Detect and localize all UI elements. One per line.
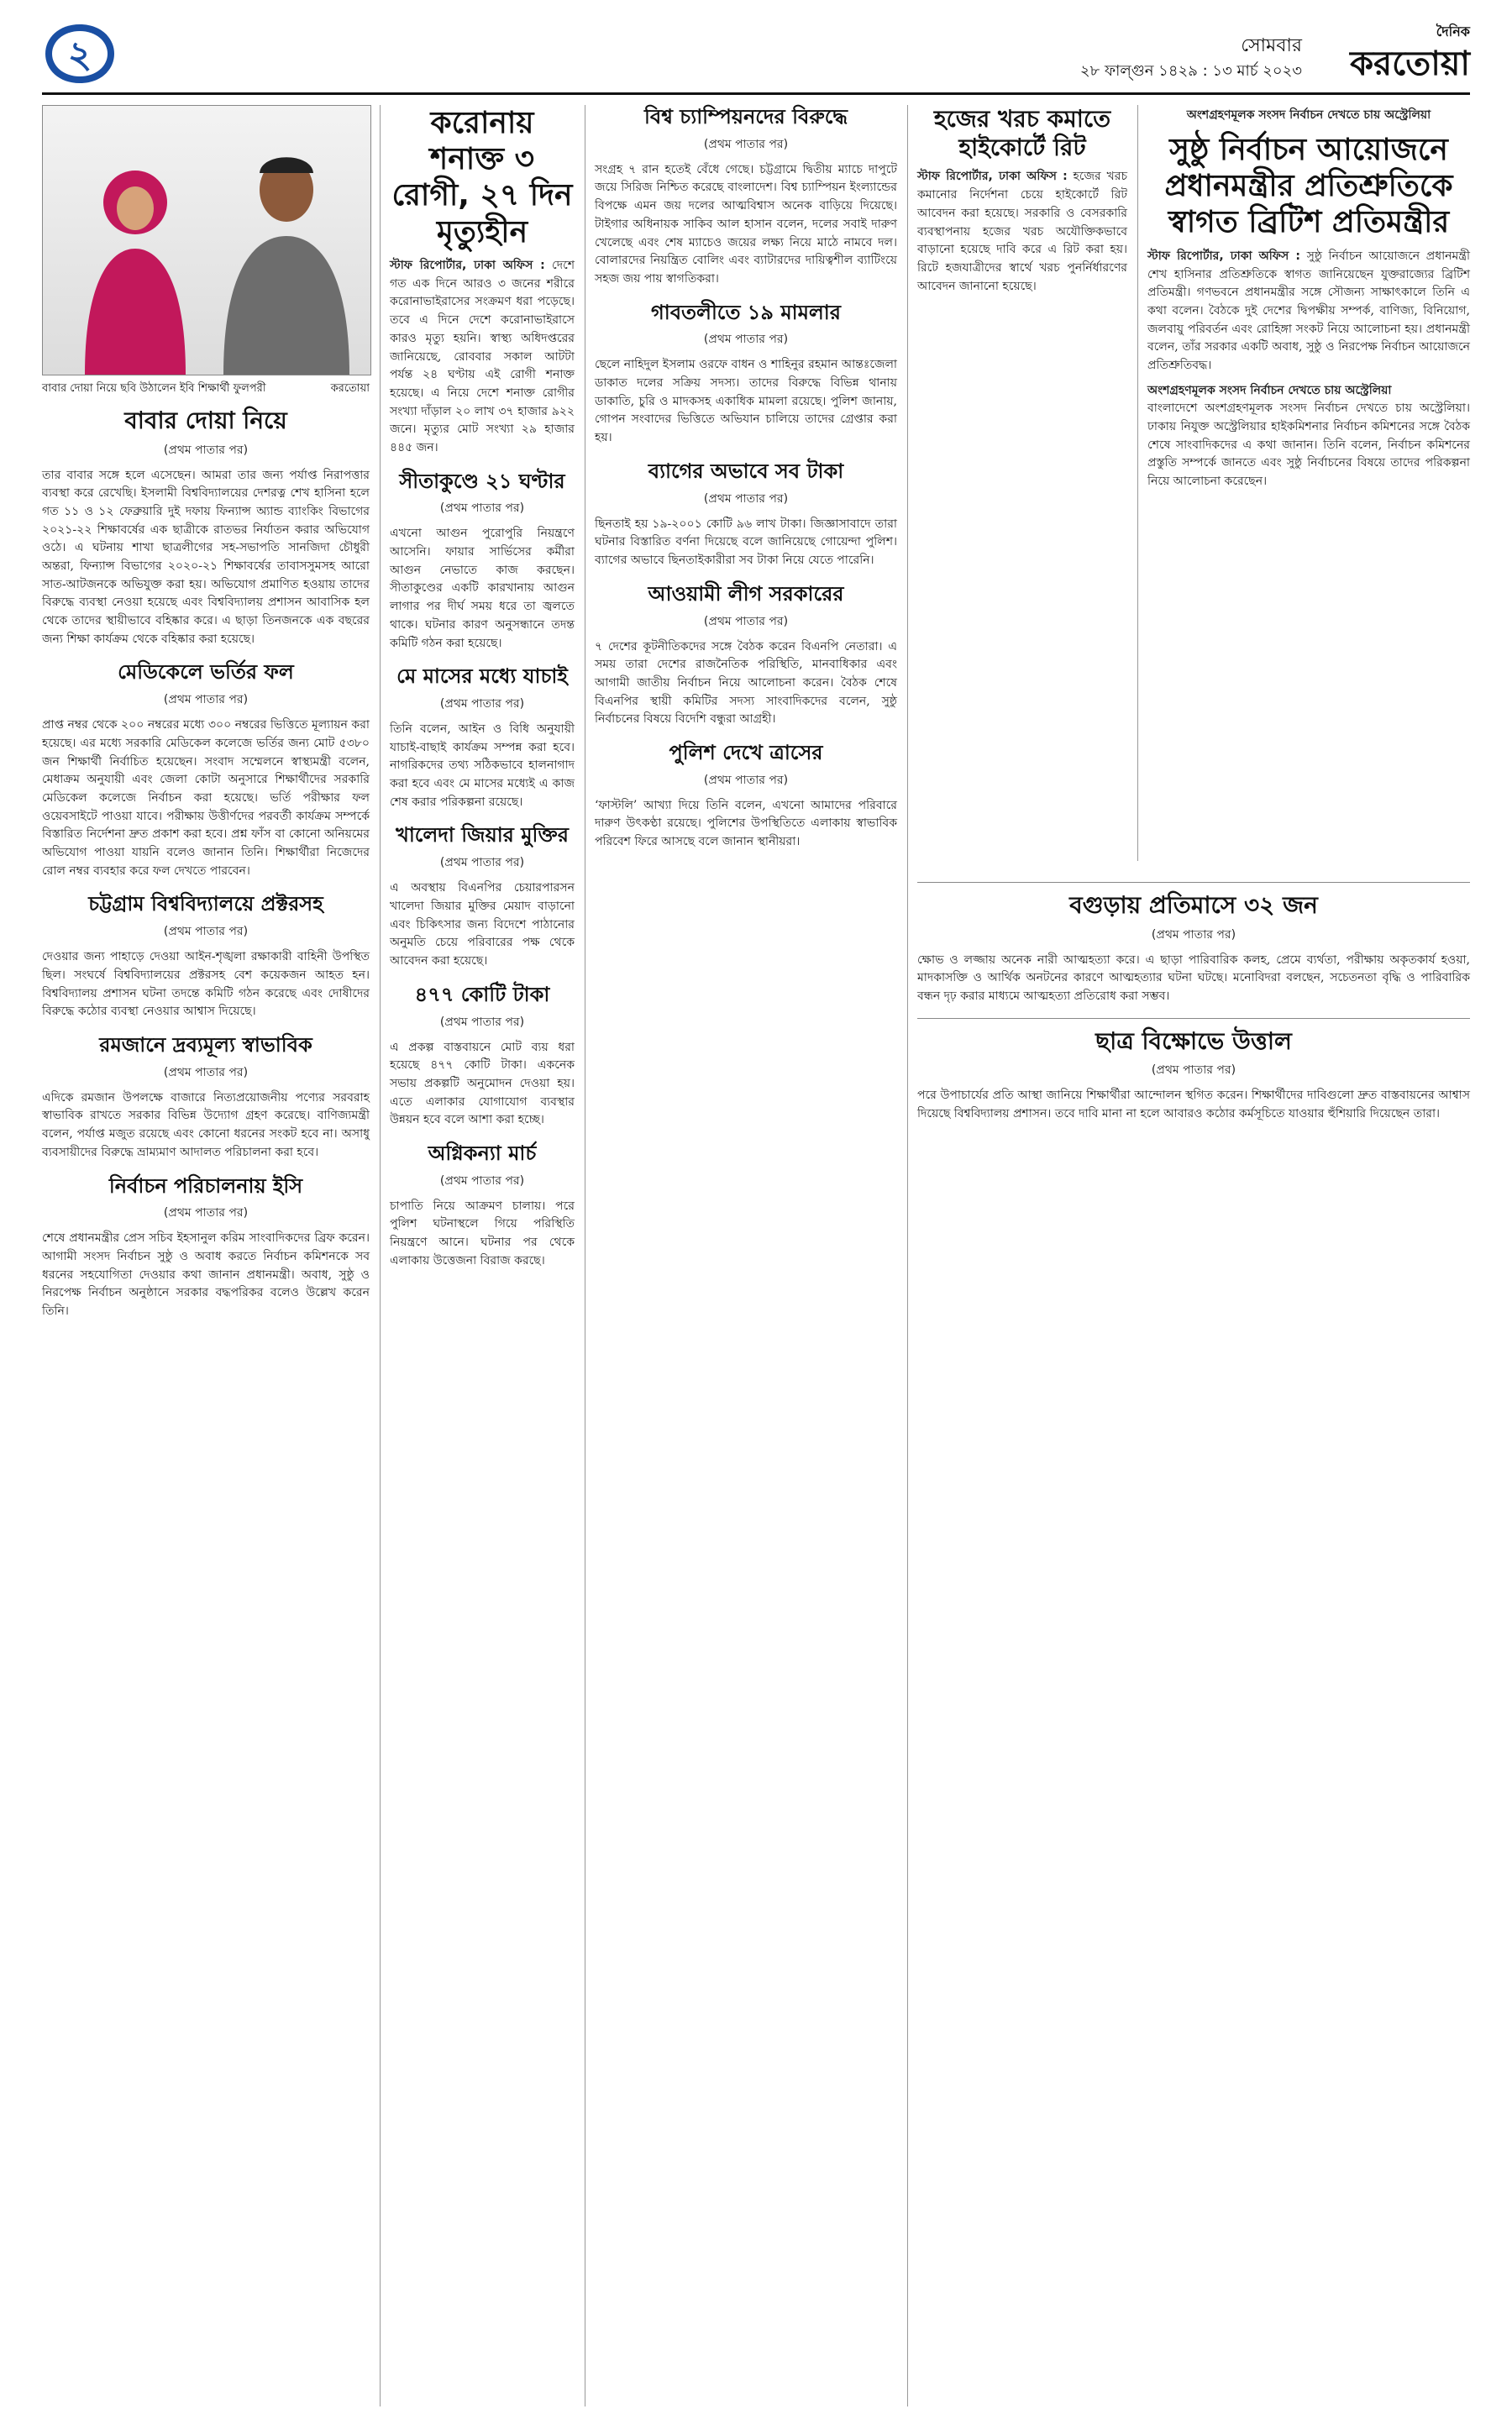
issue-date: ২৮ ফাল্গুন ১৪২৯ : ১৩ মার্চ ২০২৩ bbox=[1079, 62, 1302, 80]
article-medical-result bbox=[42, 660, 370, 880]
article-bogura-suicide bbox=[917, 891, 1470, 1006]
masthead bbox=[1000, 21, 1470, 87]
headline: পুলিশ দেখে ত্রাসের bbox=[669, 740, 823, 764]
headline: অগ্নিকন্যা মার্চ bbox=[428, 1141, 537, 1165]
article-body bbox=[917, 166, 1127, 296]
article-body bbox=[1147, 246, 1470, 375]
person-figure-left bbox=[76, 156, 194, 375]
continuation-note: (প্রথম পাতার পর) bbox=[163, 1065, 249, 1079]
article-body-2: বাংলাদেশে অংশগ্রহণমূলক সংসদ নির্বাচন দেখতে চায় অস্ট্রেলিয়া। ঢাকায় নিযুক্ত অস্ট্রেলিয়ার হাইকমিশনার নির্বাচন কমিশনের সঙ্গে বৈঠক শেষে সাংবাদিকদের এ কথা জানান। তিনি বলেন, নির্বাচন কমিশনের প্রস্তুতি সম্পর্কে জানতে এবং সুষ্ঠু নির্বাচনের বিষয়ে তাদের পরিকল্পনা নিয়ে আলোচনা করেছেন। bbox=[1147, 402, 1470, 489]
headline: করোনায় শনাক্ত ৩ রোগী, ২৭ দিন মৃত্যুহীন bbox=[391, 106, 573, 249]
continuation-note: (প্রথম পাতার পর) bbox=[439, 1173, 525, 1188]
article-body: সংগ্রহ ৭ রান হতেই বেঁধে গেছে। চট্টগ্রামে দ্বিতীয় ম্যাচে দাপুটে জয়ে সিরিজ নিশ্চিত করেছে বাংলাদেশ। বিশ্ব চ্যাম্পিয়ন ইংল্যান্ডের বিপক্ষে এমন জয় দলের আত্মবিশ্বাস অনেক বাড়িয়ে দিয়েছে। টাইগার অধিনায়ক সাকিব আল হাসান বলেন, দলের সবাই দারুণ খেলেছে এবং শেষ ম্যাচেও জয়ের লক্ষ্য নিয়ে মাঠে নামবে দল। বোলারদের নিয়ন্ত্রিত বোলিং এবং ব্যাটারদের দায়িত্বশীল ব্যাটিংয়ে সহজ জয় পায় স্বাগতিকরা। bbox=[595, 162, 897, 286]
continuation-note: (প্রথম পাতার পর) bbox=[703, 137, 789, 151]
lower-right-block bbox=[917, 874, 1470, 1136]
article-ctg-university bbox=[42, 892, 370, 1021]
headline: রমজানে দ্রব্যমূল্য স্বাভাবিক bbox=[99, 1033, 312, 1057]
article-police-panic bbox=[595, 741, 897, 852]
article-text: দেশে গত এক দিনে আরও ৩ জনের শরীরে করোনাভাইরাসের সংক্রমণ ধরা পড়েছে। তবে এ দিনে দেশে করোনাভাইরাসে কারও মৃত্যু হয়নি। স্বাস্থ্য অধিদপ্তরের জানিয়েছে, রোববার সকাল আটটা পর্যন্ত ২৪ ঘণ্টায় এই রোগী শনাক্ত হয়েছে। এ নিয়ে দেশে শনাক্ত রোগীর সংখ্যা দাঁড়াল ২০ লাখ ৩৭ হাজার ৯২২ জনে। মৃত্যুর মোট সংখ্যা ২৯ হাজার ৪৪৫ জন। bbox=[390, 258, 575, 454]
article-body: শেষে প্রধানমন্ত্রীর প্রেস সচিব ইহসানুল করিম সাংবাদিকদের ব্রিফ করেন। আগামী সংসদ নির্বাচন সুষ্ঠু ও অবাধ করতে নির্বাচন কমিশনকে সব ধরনের সহযোগিতা দেওয়ার কথা জানান প্রধানমন্ত্রী। অবাধ, সুষ্ঠু ও নিরপেক্ষ নির্বাচন অনুষ্ঠানে সরকার বদ্ধপরিকর বলেও উল্লেখ করেন তিনি। bbox=[42, 1231, 370, 1319]
article-hajj-cost bbox=[917, 105, 1127, 296]
column-4 bbox=[917, 105, 1127, 307]
headline: ৪৭৭ কোটি টাকা bbox=[414, 982, 550, 1006]
photo-credit: করতোয়া bbox=[330, 382, 370, 395]
article-body: ৭ দেশের কূটনীতিকদের সঙ্গে বৈঠক করেন বিএনপি নেতারা। এ সময় তারা দেশের রাজনৈতিক পরিস্থিতি, মানবাধিকার এবং আগামী জাতীয় নির্বাচন নিয়ে আলোচনা করেন। বৈঠক শেষে বিএনপির স্থায়ী কমিটির সদস্য সাংবাদিকদের বলেন, সুষ্ঠু নির্বাচনের বিষয়ে বিদেশি বন্ধুরা আগ্রহী। bbox=[595, 639, 897, 727]
article-lead-election bbox=[1147, 132, 1470, 491]
article-477-crore bbox=[390, 983, 575, 1130]
article-body: এ প্রকল্প বাস্তবায়নে মোট ব্যয় ধরা হয়েছে ৪৭৭ কোটি টাকা। একনেক সভায় প্রকল্পটি অনুমোদন দেওয়া হয়। এতে এলাকার যোগাযোগ ব্যবস্থার উন্নয়ন হবে বলে আশা করা হচ্ছে। bbox=[390, 1040, 575, 1127]
article-corona bbox=[390, 105, 575, 458]
article-body: ছেলে নাহিদুল ইসলাম ওরফে বাধন ও শাহিনুর রহমান আন্তঃজেলা ডাকাত দলের সক্রিয় সদস্য। তাদের বিরুদ্ধে বিভিন্ন থানায় ডাকাতি, চুরি ও মাদকসহ একাধিক মামলা রয়েছে। পুলিশ জানায়, গোপন সংবাদের ভিত্তিতে অভিযান চালিয়ে তাদের গ্রেপ্তার করা হয়। bbox=[595, 358, 897, 445]
headline: ব্যাগের অভাবে সব টাকা bbox=[648, 459, 844, 483]
article-agnikonya-march bbox=[390, 1142, 575, 1271]
page-header bbox=[42, 21, 1470, 87]
issue-day: সোমবার bbox=[1241, 35, 1302, 56]
column-divider bbox=[907, 105, 908, 2406]
article-body: প্রাপ্ত নম্বর থেকে ২০০ নম্বরের মধ্যে ৩০০ নম্বরের ভিত্তিতে মূল্যায়ন করা হয়েছে। এর মধ্যে সরকারি মেডিকেল কলেজে ভর্তির জন্য মোট ৫৩৮০ জন শিক্ষার্থী নির্বাচিত হয়েছেন। সংবাদ সম্মেলনে স্বাস্থ্যমন্ত্রী বলেন, মেধাক্রম অনুযায়ী এবং জেলা কোটা অনুসারে শিক্ষার্থীদের সরকারি মেডিকেল কলেজে নির্বাচন করা হয়েছে। ভর্তি পরীক্ষার ফল ওয়েবসাইটে পাওয়া যাবে। পরীক্ষায় উত্তীর্ণদের পরবর্তী কার্যক্রম সম্পর্কে বিস্তারিত নির্দেশনা দ্রুত প্রকাশ করা হবে। প্রশ্ন ফাঁস বা কোনো অনিয়মের অভিযোগ পাওয়া যায়নি বলেও জানান তিনি। শিক্ষার্থীরা নিজেদের রোল নম্বর ব্যবহার করে ফল দেখতে পারবেন। bbox=[42, 718, 370, 878]
continuation-note: (প্রথম পাতার পর) bbox=[703, 333, 789, 347]
article-body: তিনি বলেন, আইন ও বিধি অনুযায়ী যাচাই-বাছাই কার্যক্রম সম্পন্ন করা হবে। নাগরিকদের তথ্য সঠিকভাবে হালনাগাদ করা হবে এবং মে মাসের মধ্যেই এ কাজ শেষ করার পরিকল্পনা রয়েছে। bbox=[390, 722, 575, 809]
column-2 bbox=[390, 105, 575, 1282]
article-may-verification bbox=[390, 664, 575, 811]
headline: বাবার দোয়া নিয়ে bbox=[124, 407, 287, 434]
article-body: এ অবস্থায় বিএনপির চেয়ারপারসন খালেদা জিয়ার মুক্তির মেয়াদ বাড়ানো এবং চিকিৎসার জন্য বিদেশে পাঠানোর অনুমতি চেয়ে পরিবারের পক্ষ থেকে আবেদন করা হয়েছে। bbox=[390, 881, 575, 968]
continuation-note: (প্রথম পাতার পর) bbox=[163, 443, 249, 457]
byline: স্টাফ রিপোর্টার, ঢাকা অফিস : bbox=[390, 258, 545, 272]
article-election-ec bbox=[42, 1174, 370, 1321]
byline: স্টাফ রিপোর্টার, ঢাকা অফিস : bbox=[917, 170, 1068, 184]
column-5 bbox=[1147, 105, 1470, 503]
continuation-note: (প্রথম পাতার পর) bbox=[439, 856, 525, 870]
headline: ছাত্র বিক্ষোভে উত্তাল bbox=[1095, 1026, 1292, 1055]
continuation-note: (প্রথম পাতার পর) bbox=[163, 925, 249, 939]
continuation-note: (প্রথম পাতার পর) bbox=[1151, 1063, 1236, 1078]
newspaper-logo bbox=[1310, 21, 1470, 87]
headline: বগুড়ায় প্রতিমাসে ৩২ জন bbox=[1069, 891, 1318, 919]
section-rule bbox=[917, 882, 1470, 883]
article-sitakunda bbox=[390, 470, 575, 653]
photo-caption bbox=[42, 381, 370, 398]
continuation-note: (প্রথম পাতার পর) bbox=[439, 501, 525, 516]
article-body: চাপাতি নিয়ে আক্রমণ চালায়। পরে পুলিশ ঘটনাস্থলে গিয়ে পরিস্থিতি নিয়ন্ত্রণে আনে। ঘটনার পর থেকে এলাকায় উত্তেজনা বিরাজ করছে। bbox=[390, 1199, 575, 1267]
continuation-note: (প্রথম পাতার পর) bbox=[1151, 927, 1236, 942]
article-awami-league bbox=[595, 582, 897, 729]
continuation-note: (প্রথম পাতার পর) bbox=[163, 1206, 249, 1220]
article-text: সুষ্ঠু নির্বাচন আয়োজনে প্রধানমন্ত্রী শেখ হাসিনার প্রতিশ্রুতিকে স্বাগত জানিয়েছেন যুক্তরাজ্যের ব্রিটিশ প্রতিমন্ত্রী। গণভবনে প্রধানমন্ত্রীর সঙ্গে সৌজন্য সাক্ষাৎকালে তিনি এ কথা বলেন। বৈঠকে দুই দেশের দ্বিপক্ষীয় সম্পর্ক, বাণিজ্য, বিনিয়োগ, জলবায়ু পরিবর্তন এবং রোহিঙ্গা সংকট নিয়ে আলোচনা হয়। প্রধানমন্ত্রী বলেন, তাঁর সরকার একটি অবাধ, সুষ্ঠু ও নিরপেক্ষ নির্বাচন আয়োজনে প্রতিশ্রুতিবদ্ধ। bbox=[1147, 249, 1471, 372]
continuation-note: (প্রথম পাতার পর) bbox=[439, 1015, 525, 1029]
article-body: ছিনতাই হয় ১৯-২০০১ কোটি ৯৬ লাখ টাকা। জিজ্ঞাসাবাদে তারা ঘটনার বিস্তারিত বর্ণনা দিয়েছে বলে জানিয়েছে গোয়েন্দা পুলিশ। ব্যাগের অভাবে ছিনতাইকারীরা সব টাকা নিয়ে যেতে পারেনি। bbox=[595, 517, 897, 568]
article-body: ক্ষোভ ও লজ্জায় অনেক নারী আত্মহত্যা করে। এ ছাড়া পারিবারিক কলহ, প্রেমে ব্যর্থতা, পরীক্ষায় অকৃতকার্য হওয়া, মাদকাসক্তি ও আর্থিক অনটনের কারণে আত্মহত্যার ঘটনা ঘটছে। মনোবিদরা বলছেন, সচেতনতা বৃদ্ধি ও পারিবারিক বন্ধন দৃঢ় করার মাধ্যমে আত্মহত্যা প্রতিরোধ করা সম্ভব। bbox=[917, 953, 1470, 1003]
article-student-protest bbox=[917, 1027, 1470, 1124]
sub-headline: অংশগ্রহণমূলক সংসদ নির্বাচন দেখতে চায় অস্ট্রেলিয়া bbox=[1147, 383, 1392, 397]
page-number: ২ bbox=[67, 34, 92, 76]
article-body: দেওয়ার জন্য পাহাড়ে দেওয়া আইন-শৃঙ্খলা রক্ষাকারী বাহিনী উপস্থিত ছিল। সংঘর্ষে বিশ্ববিদ্যালয়ের প্রক্টরসহ বেশ কয়েকজন আহত হন। বিশ্ববিদ্যালয় প্রশাসন ঘটনা তদন্তে কমিটি গঠন করেছে এবং দোষীদের বিরুদ্ধে কঠোর ব্যবস্থা নেওয়ার আশ্বাস দিয়েছে। bbox=[42, 950, 370, 1019]
byline: স্টাফ রিপোর্টার, ঢাকা অফিস : bbox=[1147, 249, 1300, 263]
page-number-badge bbox=[42, 21, 118, 87]
section-rule bbox=[917, 1018, 1470, 1019]
headline: মে মাসের মধ্যে যাচাই bbox=[396, 664, 568, 689]
continuation-note: (প্রথম পাতার পর) bbox=[163, 693, 249, 707]
article-text: হজের খরচ কমানোর নির্দেশনা চেয়ে হাইকোর্টে রিট আবেদন করা হয়েছে। সরকারি ও বেসরকারি ব্যবস্থাপনায় হজের খরচ অযৌক্তিকভাবে বাড়ানো হয়েছে দাবি করে এ রিট করা হয়। রিটে হজযাত্রীদের স্বার্থে খরচ পুনর্নির্ধারণের আবেদন জানানো হয়েছে। bbox=[917, 170, 1128, 293]
article-body: পরে উপাচার্যের প্রতি আস্থা জানিয়ে শিক্ষার্থীরা আন্দোলন স্থগিত করেন। শিক্ষার্থীদের দাবিগুলো দ্রুত বাস্তবায়নের আশ্বাস দিয়েছে বিশ্ববিদ্যালয় প্রশাসন। তবে দাবি মানা না হলে আবারও কঠোর কর্মসূচিতে যাওয়ার হুঁশিয়ারি দিয়েছেন তারা। bbox=[917, 1089, 1470, 1121]
person-figure-right bbox=[219, 139, 354, 375]
headline: আওয়ামী লীগ সরকারের bbox=[648, 581, 844, 606]
article-body: এদিকে রমজান উপলক্ষে বাজারে নিত্যপ্রয়োজনীয় পণ্যের সরবরাহ স্বাভাবিক রাখতে সরকার বিভিন্ন উদ্যোগ গ্রহণ করেছে। বাণিজ্যমন্ত্রী বলেন, পর্যাপ্ত মজুত রয়েছে এবং কোনো ধরনের সংকট হবে না। অসাধু ব্যবসায়ীদের বিরুদ্ধে ভ্রাম্যমাণ আদালত পরিচালনা করা হবে। bbox=[42, 1090, 370, 1159]
headline: গাবতলীতে ১৯ মামলার bbox=[651, 300, 841, 324]
continuation-note: (প্রথম পাতার পর) bbox=[439, 697, 525, 711]
article-khaleda-zia bbox=[390, 823, 575, 970]
article-body: তার বাবার সঙ্গে হলে এসেছেন। আমরা তার জন্য পর্যাপ্ত নিরাপত্তার ব্যবস্থা করে রেখেছি। ইসলামী বিশ্ববিদ্যালয়ের দেশরত্ন শেখ হাসিনা হলে গত ১১ ও ১২ ফেব্রুয়ারি দুই দফায় ফিন্যান্স অ্যান্ড ব্যাংকিং বিভাগের ২০২১-২২ শিক্ষাবর্ষের এক ছাত্রীকে রাতভর নির্যাতন করার অভিযোগ ওঠে। এ ঘটনায় শাখা ছাত্রলীগের সহ-সভাপতি সানজিদা চৌধুরী অন্তরা, ফিন্যান্স বিভাগের ২০২০-২১ শিক্ষাবর্ষের তাবাসসুমসহ আরো সাত-আটজনকে অভিযুক্ত করা হয়। অভিযোগ প্রমাণিত হওয়ায় তাদের বিরুদ্ধে ব্যবস্থা নেওয়া হয়েছে এবং বিশ্ববিদ্যালয় প্রশাসন আবাসিক হল থেকে তাদের স্থায়ীভাবে বহিষ্কার করে। এ ছাড়া তিনজনকে এক বছরের জন্য শিক্ষা কার্যক্রম থেকে বহিষ্কার করা হয়েছে। bbox=[42, 468, 370, 646]
headline: খালেদা জিয়ার মুক্তির bbox=[396, 823, 569, 848]
photo-caption-text: বাবার দোয়া নিয়ে ছবি উঠালেন ইবি শিক্ষার্থী ফুলপরী bbox=[42, 382, 266, 395]
continuation-note: (প্রথম পাতার পর) bbox=[703, 773, 789, 787]
logo-title: করতোয়া bbox=[1350, 45, 1470, 83]
article-ramadan-prices bbox=[42, 1033, 370, 1163]
headline: বিশ্ব চ্যাম্পিয়নদের বিরুদ্ধে bbox=[644, 105, 848, 129]
article-body bbox=[390, 255, 575, 458]
headline: নির্বাচন পরিচালনায় ইসি bbox=[108, 1173, 303, 1198]
article-world-champions bbox=[595, 105, 897, 289]
page-number-shape bbox=[42, 21, 118, 87]
news-photo bbox=[42, 105, 371, 375]
headline: হজের খরচ কমাতে হাইকোর্টে রিট bbox=[933, 105, 1111, 161]
column-divider bbox=[380, 105, 381, 2406]
article-babar-doya bbox=[42, 407, 370, 648]
lead-headline: সুষ্ঠু নির্বাচন আয়োজনে প্রধানমন্ত্রীর প্রতিশ্রুতিকে স্বাগত ব্রিটিশ প্রতিমন্ত্রীর bbox=[1164, 133, 1453, 240]
article-gabtoli bbox=[595, 301, 897, 448]
kicker: অংশগ্রহণমূলক সংসদ নির্বাচন দেখতে চায় অস্ট্রেলিয়া bbox=[1186, 108, 1431, 122]
headline: মেডিকেলে ভর্তির ফল bbox=[118, 660, 294, 685]
continuation-note: (প্রথম পাতার পর) bbox=[703, 614, 789, 628]
column-3 bbox=[595, 105, 897, 863]
article-bag-money bbox=[595, 459, 897, 570]
article-body: ‘ফাস্টলি’ আখ্যা দিয়ে তিনি বলেন, এখনো আমাদের পরিবারে দারুণ উৎকণ্ঠা রয়েছে। পুলিশের উপস্থিতিতে এলাকায় স্বাভাবিক পরিবেশ ফিরে আসছে বলে জানান স্থানীয়রা। bbox=[595, 798, 897, 849]
article-body: এখনো আগুন পুরোপুরি নিয়ন্ত্রণে আসেনি। ফায়ার সার্ভিসের কর্মীরা আগুন নেভাতে কাজ করছেন। সীতাকুণ্ডের একটি কারখানায় আগুন লাগার পর দীর্ঘ সময় ধরে তা জ্বলতে থাকে। ঘটনার কারণ অনুসন্ধানে তদন্ত কমিটি গঠন করা হয়েছে। bbox=[390, 527, 575, 650]
header-rule bbox=[42, 92, 1470, 95]
headline: সীতাকুণ্ডে ২১ ঘণ্টার bbox=[399, 469, 565, 493]
column-1 bbox=[42, 105, 370, 1333]
continuation-note: (প্রথম পাতার পর) bbox=[703, 491, 789, 506]
headline: চট্টগ্রাম বিশ্ববিদ্যালয়ে প্রক্টরসহ bbox=[88, 892, 323, 916]
logo-prefix: দৈনিক bbox=[1436, 24, 1470, 39]
column-divider bbox=[1137, 105, 1138, 861]
